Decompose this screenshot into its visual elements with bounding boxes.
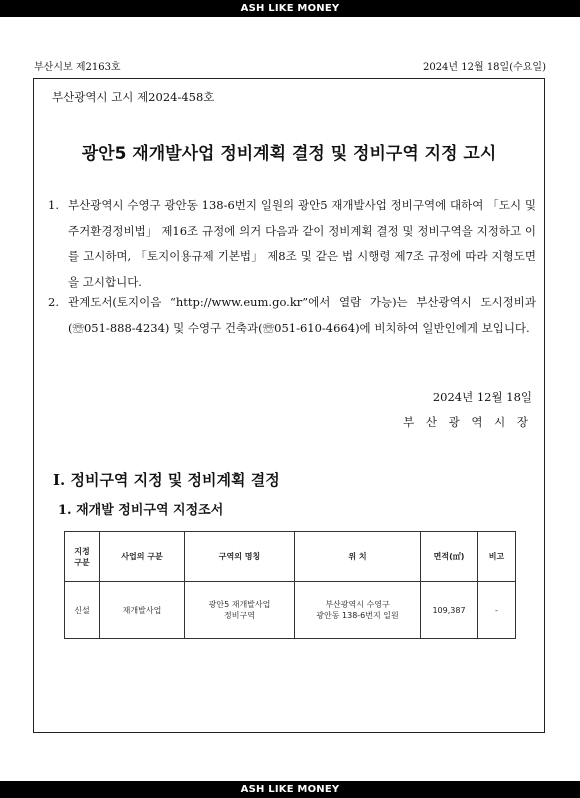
item-number: 1. [48,198,59,212]
col-header-label: 사업의 구분 [121,552,163,561]
notice-title: 광안5 재개발사업 정비계획 결정 및 정비구역 지정 고시 [81,144,497,164]
col-header [295,532,421,582]
col-header-label: 위 치 [348,552,367,561]
col-header [100,532,185,582]
item-text: 부산광역시 수영구 광안동 138-6번지 일원의 광안5 재개발사업 정비구역에 대하여 「도시 및 주거환경정비법」 제16조 규정에 의거 다음과 같이 정비계획 결정 및 정비구역을 지정하고 이를 고시하며, 「토지이용규제 기본법」 제8조 및 같은 법 시행령 제7조 규정에 따라 지형도면을 고시합니다. [68,198,536,289]
col-header-label: 지정 구분 [74,546,90,567]
table-cell [478,582,516,639]
col-header-label: 면적(㎡) [433,552,465,561]
table-cell [185,582,295,639]
table-header-row [65,532,516,582]
notice-item [48,193,536,295]
cell-text: - [495,605,498,615]
col-header [421,532,478,582]
cell-text: 재개발사업 [122,605,162,615]
notice-number: 부산광역시 고시 제2024-458호 [52,90,215,104]
cell-text: 광안5 재개발사업 정비구역 [208,600,271,620]
col-header-label: 비고 [488,552,505,561]
subsection-heading: 1. 재개발 정비구역 지정조서 [58,503,224,518]
col-header-label: 구역의 명칭 [218,552,261,561]
item-text: 관계도서(토지이음 “http://www.eum.go.kr”에서 열람 가능)는 부산광역시 도시정비과(☏051-888-4234) 및 수영구 건축과(☏051-610-4664)에 비치하여 일반인에게 보입니다. [68,295,536,335]
designation-table [64,531,516,639]
col-header [65,532,100,582]
cell-text: 부산광역시 수영구 광안동 138-6번지 일원 [316,600,399,620]
notice-item [48,290,536,341]
cell-text: 109,387 [432,605,466,615]
col-header [185,532,295,582]
item-number: 2. [48,295,59,309]
bottom-banner: ASH LIKE MONEY [0,781,580,798]
col-header [478,532,516,582]
table-cell [421,582,478,639]
table-cell [295,582,421,639]
table-cell [65,582,100,639]
gazette-date: 2024년 12월 18일(수요일) [422,62,546,73]
top-banner: ASH LIKE MONEY [0,0,580,17]
cell-text: 신설 [74,605,90,615]
notice-signer: 부 산 광 역 시 장 [403,415,532,429]
gazette-issue: 부산시보 제2163호 [34,62,121,73]
table-cell [100,582,185,639]
notice-date: 2024년 12월 18일 [432,390,532,404]
table-row [65,582,516,639]
section-heading: Ⅰ. 정비구역 지정 및 정비계획 결정 [53,471,280,489]
